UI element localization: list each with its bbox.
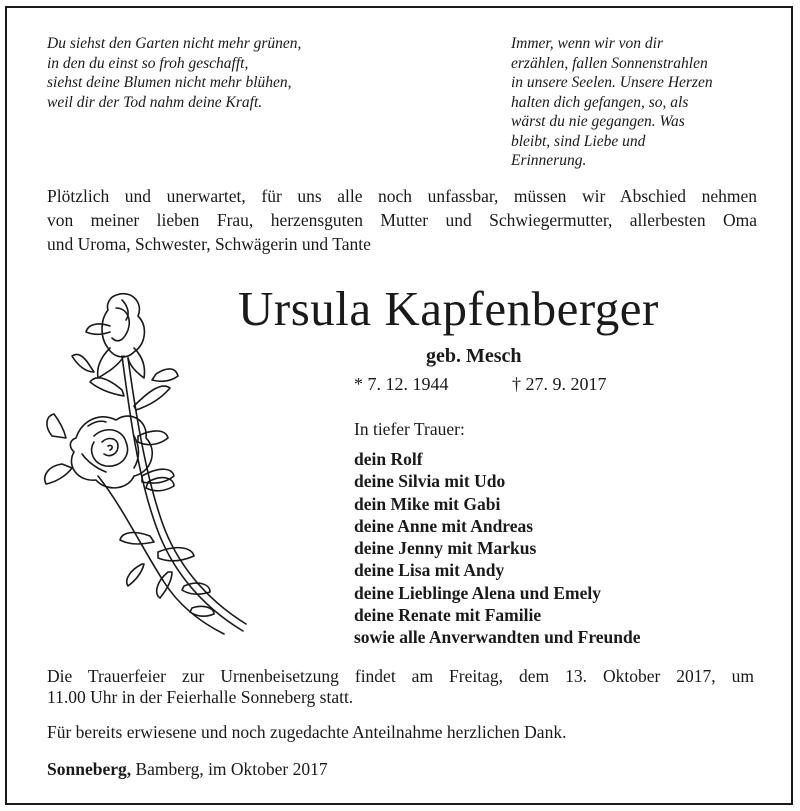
mourner-item: deine Silvia mit Udo: [354, 471, 506, 492]
intro-paragraph: [47, 184, 757, 256]
place-town: Sonneberg,: [47, 759, 132, 779]
place-date-line: [47, 758, 328, 780]
thanks-line: Für bereits erwiesene und noch zugedachte Anteilnahme herzlichen Dank.: [47, 722, 567, 742]
poem-left: [47, 34, 301, 112]
mourner-item: deine Renate mit Familie: [354, 605, 542, 626]
mourner-item: dein Mike mit Gabi: [354, 493, 501, 514]
intro-line: von meiner lieben Frau, herzensguten Mutter und Schwiegermutter, allerbesten Oma: [47, 210, 757, 230]
mourner-item: sowie alle Anverwandten und Freunde: [354, 627, 641, 648]
poem-line: Du siehst den Garten nicht mehr grünen,: [47, 35, 302, 52]
poem-right: [511, 34, 713, 171]
poem-line: halten dich gefangen, so, als: [511, 93, 689, 111]
mourner-item: deine Lisa mit Andy: [354, 560, 505, 581]
poem-line: in den du einst so froh geschafft,: [47, 54, 249, 72]
poem-line: weil dir der Tod nahm deine Kraft.: [47, 93, 263, 111]
poem-line: Erinnerung.: [511, 152, 587, 169]
deceased-name: Ursula Kapfenberger: [238, 281, 659, 336]
mourning-label: In tiefer Trauer:: [354, 419, 465, 439]
intro-line: und Uroma, Schwester, Schwägerin und Tante: [47, 234, 371, 254]
mourner-item: deine Lieblinge Alena und Emely: [354, 582, 601, 603]
poem-line: Immer, wenn wir von dir: [511, 35, 663, 52]
place-rest: Bamberg, im Oktober 2017: [131, 759, 328, 779]
poem-line: erzählen, fallen Sonnenstrahlen: [511, 54, 708, 72]
death-date: † 27. 9. 2017: [512, 374, 607, 394]
birth-date: * 7. 12. 1944: [354, 374, 449, 394]
rose-drawing-icon: [38, 286, 248, 638]
poem-line: siehst deine Blumen nicht mehr blühen,: [47, 74, 292, 91]
poem-line: in unsere Seelen. Unsere Herzen: [511, 74, 713, 91]
mourner-item: deine Jenny mit Markus: [354, 538, 537, 559]
service-line: Die Trauerfeier zur Urnenbeisetzung findet am Freitag, dem 13. Oktober 2017, um: [47, 666, 754, 686]
poem-line: bleibt, sind Liebe und: [511, 132, 646, 150]
service-paragraph: [47, 666, 754, 708]
mourner-item: dein Rolf: [354, 449, 423, 469]
birth-name: geb. Mesch: [426, 345, 522, 367]
mourners-list: [354, 448, 641, 649]
service-line: 11.00 Uhr in der Feierhalle Sonneberg statt.: [47, 687, 354, 707]
poem-line: wärst du nie gegangen. Was: [511, 113, 685, 130]
mourner-item: deine Anne mit Andreas: [354, 515, 534, 536]
intro-line: Plötzlich und unerwartet, für uns alle noch unfassbar, müssen wir Abschied nehmen: [47, 186, 757, 206]
